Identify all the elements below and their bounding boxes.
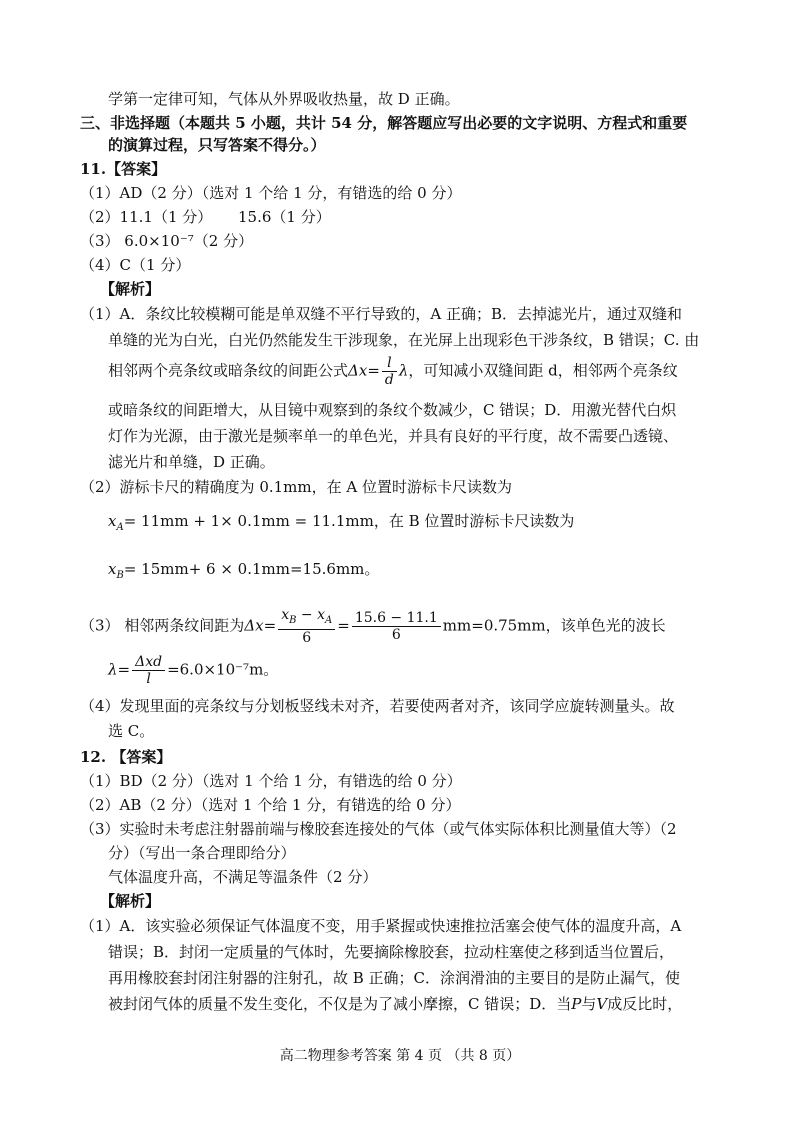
formula-var: Δx xyxy=(348,361,368,380)
answer-line: （1）BD（2 分）（选对 1 个给 1 分，有错选的给 0 分） xyxy=(80,772,462,790)
fraction-denominator: 6 xyxy=(302,629,312,646)
text: 与 xyxy=(581,995,597,1013)
formula-op: = xyxy=(117,660,131,679)
text-line: （2）游标卡尺的精确度为 0.1mm，在 A 位置时游标卡尺读数为 xyxy=(80,478,512,496)
analysis-heading: 【解析】 xyxy=(100,280,161,298)
answer-line: （3） 6.0×10⁻⁷（2 分） xyxy=(80,232,254,250)
fraction-denominator: l xyxy=(146,671,151,687)
formula-line xyxy=(80,607,666,646)
formula-line xyxy=(108,355,678,388)
answer-line: （1）AD（2 分）（选对 1 个给 1 分，有错选的给 0 分） xyxy=(80,184,462,202)
text: = 11mm + 1× 0.1mm = 11.1mm xyxy=(123,512,374,530)
text: ，在 B 位置时游标卡尺读数为 xyxy=(373,512,575,530)
section-heading-cont: 的演算过程，只写答案不得分。） xyxy=(108,136,326,154)
formula-var: P xyxy=(571,995,582,1013)
fraction-numerator: Δxd xyxy=(132,654,165,671)
text-line: 选 C。 xyxy=(108,722,155,740)
formula-line xyxy=(108,654,278,687)
fraction xyxy=(278,607,335,646)
formula-op: = xyxy=(263,616,277,635)
num-minus: − x xyxy=(296,607,325,623)
answer-line: （2）AB（2 分）（选对 1 个给 1 分，有错选的给 0 分） xyxy=(80,796,461,814)
formula-line xyxy=(108,510,574,539)
formula-line xyxy=(108,558,379,587)
num-sub: A xyxy=(325,614,333,626)
text-line: （4）发现里面的亮条纹与分划板竖线未对齐，若要使两者对齐，该同学应旋转测量头。故 xyxy=(80,697,675,715)
text: mm=0.75mm，该单色光的波长 xyxy=(442,616,666,635)
text: = 15mm+ 6 × 0.1mm=15.6mm。 xyxy=(123,560,380,578)
question-11-answer-heading: 11.【答案】 xyxy=(80,160,167,178)
fraction xyxy=(352,610,441,643)
fraction-numerator: 15.6 − 11.1 xyxy=(352,610,441,627)
answer-line: （4）C（1 分） xyxy=(80,256,191,274)
answer-line: （2）11.1（1 分） xyxy=(80,208,213,226)
text: =6.0×10⁻⁷m。 xyxy=(167,660,279,679)
answer-line: 分）（写出一条合理即给分） xyxy=(108,844,296,862)
formula-var: λ xyxy=(108,660,118,679)
formula-var: x xyxy=(108,512,117,530)
text: 相邻两个亮条纹或暗条纹的间距公式 xyxy=(108,361,349,380)
formula-var: Δx xyxy=(244,616,264,635)
analysis-heading: 【解析】 xyxy=(100,892,161,910)
text-line: 学第一定律可知，气体从外界吸收热量，故 D 正确。 xyxy=(108,90,460,108)
text-line: （1）A．条纹比较模糊可能是单双缝不平行导致的，A 正确；B．去掉滤光片，通过双缝和 xyxy=(80,305,683,323)
formula-op: = xyxy=(367,361,380,380)
formula-subscript: A xyxy=(116,522,124,533)
section-heading: 三、非选择题（本题共 5 小题，共计 54 分，解答题应写出必要的文字说明、方程式和重要 xyxy=(80,114,688,132)
text: ，可知减小双缝间距 d，相邻两个亮条纹 xyxy=(408,361,678,380)
fraction-denominator: 6 xyxy=(391,626,401,643)
text-line: 滤光片和单缝，D 正确。 xyxy=(108,453,275,471)
num-sub: B xyxy=(289,614,297,626)
num-var: x xyxy=(281,607,290,623)
question-12-answer-heading: 12. 【答案】 xyxy=(80,748,172,766)
text: 被封闭气体的质量不发生变化，不仅是为了减小摩擦，C 错误；D．当 xyxy=(108,995,572,1013)
answer-line: 气体温度升高，不满足等温条件（2 分） xyxy=(108,868,378,886)
formula-op: = xyxy=(337,616,350,635)
formula-subscript: B xyxy=(116,570,124,581)
fraction xyxy=(382,355,397,388)
formula-var: V xyxy=(596,995,608,1013)
text-line xyxy=(108,993,682,1015)
fraction-numerator: l xyxy=(382,355,397,372)
text-line: 或暗条纹的间距增大，从目镜中观察到的条纹个数减少，C 错误；D．用激光替代白炽 xyxy=(108,401,677,419)
text-line: 单缝的光为白光，白光仍然能发生干涉现象，在光屏上出现彩色干涉条纹，B 错误；C. 由 xyxy=(108,331,700,349)
fraction-numerator xyxy=(278,607,335,630)
text-line: 再用橡胶套封闭注射器的注射孔，故 B 正确；C．涂润滑油的主要目的是防止漏气，使 xyxy=(108,969,681,987)
text: （3） 相邻两条纹间距为 xyxy=(80,616,245,635)
text-line: 灯作为光源，由于激光是频率单一的单色光，并具有良好的平行度，故不需要凸透镜、 xyxy=(108,427,679,445)
fraction-denominator: d xyxy=(384,372,394,388)
answer-line: （3）实验时未考虑注射器前端与橡胶套连接处的气体（或气体实际体积比测量值大等）（2 xyxy=(80,820,677,838)
text: 成反比时， xyxy=(607,995,683,1013)
text-line: （1）A．该实验必须保证气体温度不变，用手紧握或快速推拉活塞会使气体的温度升高，A xyxy=(80,917,682,935)
page-footer: 高二物理参考答案 第 4 页 （共 8 页） xyxy=(279,1048,521,1064)
text-line: 错误；B．封闭一定质量的气体时，先要摘除橡胶套，拉动柱塞使之移到适当位置后， xyxy=(108,943,675,961)
answer-line: 15.6（1 分） xyxy=(238,208,331,226)
formula-var: λ xyxy=(398,361,409,380)
formula-var: x xyxy=(108,560,117,578)
fraction xyxy=(132,654,165,687)
